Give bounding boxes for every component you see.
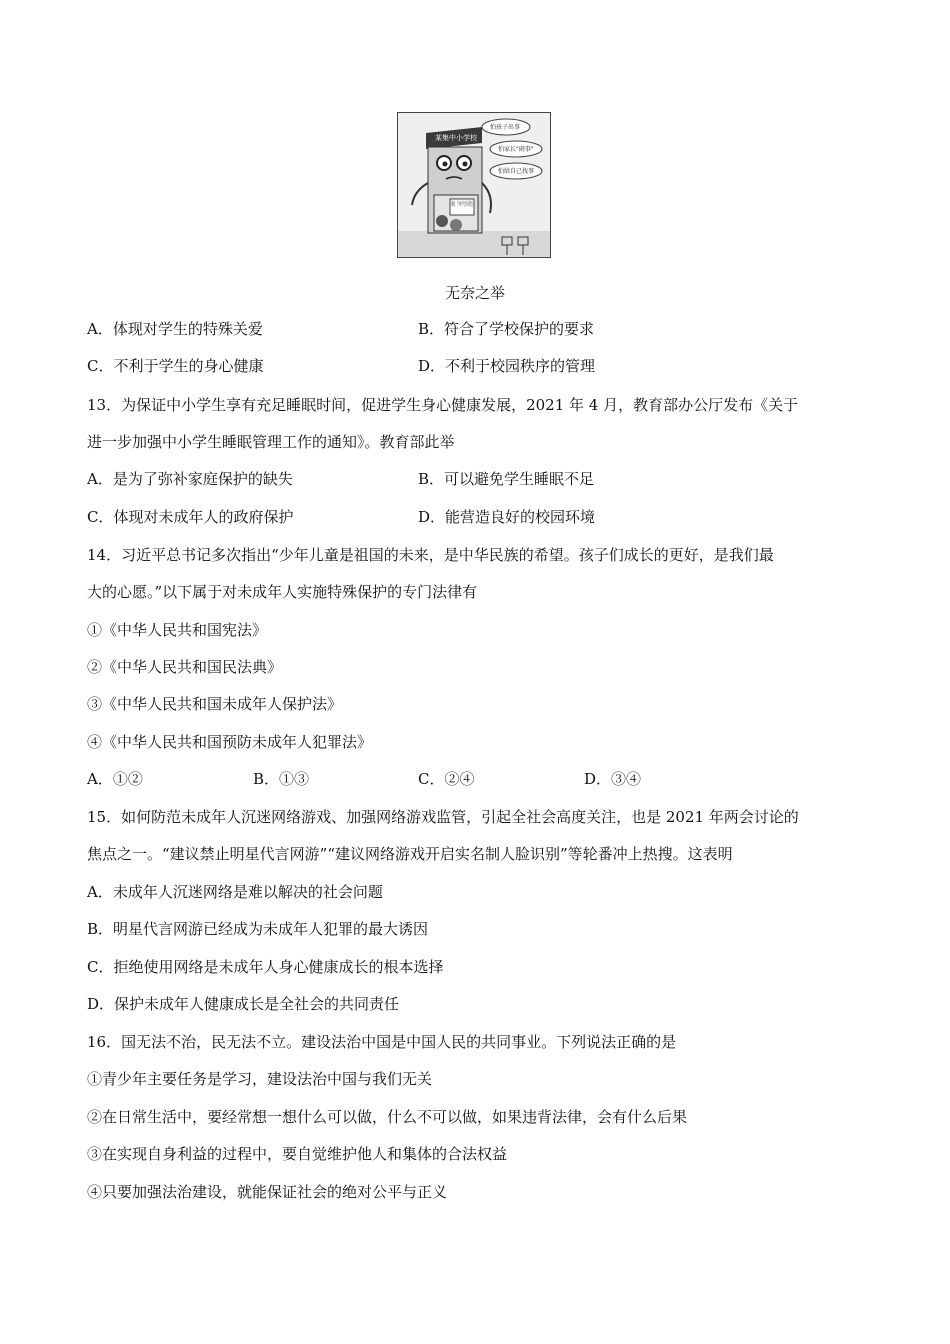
q12-option-a: A．体现对学生的特殊关爱 [87, 320, 263, 338]
bubble-text-1: 怕孩子出事 [490, 124, 521, 131]
q15-option-c: C．拒绝使用网络是未成年人身心健康成长的根本选择 [87, 958, 444, 976]
building-sign-text: 某集中小学校 [435, 134, 477, 142]
q13-option-b: B．可以避免学生睡眠不足 [418, 470, 595, 488]
q14-item-2: ②《中华人民共和国民法典》 [87, 658, 283, 676]
q16-item-3: ③在实现自身利益的过程中，要自觉维护他人和集体的合法权益 [87, 1145, 508, 1163]
cartoon-illustration [397, 112, 551, 258]
q15-stem-line-2: 焦点之一。“建议禁止明星代言网游”“建议网络游戏开启实名制人脸识别”等轮番冲上热搜。这表明 [87, 845, 733, 863]
figure-caption: 无奈之举 [444, 284, 505, 302]
q16-item-1: ①青少年主要任务是学习，建设法治中国与我们无关 [87, 1070, 433, 1088]
q15-option-a: A．未成年人沉迷网络是难以解决的社会问题 [87, 883, 383, 901]
q14-option-d: D．③④ [584, 770, 642, 788]
q15-option-d: D．保护未成年人健康成长是全社会的共同责任 [87, 995, 400, 1013]
cartoon-drawing [398, 113, 550, 257]
q16-item-2: ②在日常生活中，要经常想一想什么可以做，什么不可以做，如果违背法律，会有什么后果 [87, 1108, 688, 1126]
q13-stem-line-2: 进一步加强中小学生睡眠管理工作的通知》。教育部此举 [87, 433, 455, 451]
q14-item-3: ③《中华人民共和国未成年人保护法》 [87, 695, 343, 713]
bubble-text-3: 怕给自己找事 [498, 168, 535, 175]
q12-option-d: D．不利于校园秩序的管理 [418, 357, 596, 375]
q14-option-a: A．①② [87, 770, 143, 788]
q12-option-c: C．不利于学生的身心健康 [87, 357, 264, 375]
q14-option-c: C．②④ [418, 770, 475, 788]
q13-stem-line-1: 13．为保证中小学生享有充足睡眠时间，促进学生身心健康发展，2021 年 4 月，教育部办公厅发布《关于 [87, 396, 799, 414]
q13-option-a: A．是为了弥补家庭保护的缺失 [87, 470, 293, 488]
q14-item-4: ④《中华人民共和国预防未成年人犯罪法》 [87, 733, 373, 751]
q16-item-4: ④只要加强法治建设，就能保证社会的绝对公平与正义 [87, 1183, 448, 1201]
q16-stem: 16．国无法不治，民无法不立。建设法治中国是中国人民的共同事业。下列说法正确的是 [87, 1033, 677, 1051]
q15-stem-line-1: 15．如何防范未成年人沉迷网络游戏、加强网络游戏监管，引起全社会高度关注，也是 2021 年两会讨论的 [87, 808, 799, 826]
bubble-text-2: 怕家长"闹事" [498, 146, 534, 153]
q14-option-b: B．①③ [253, 770, 310, 788]
q12-option-b: B．符合了学校保护的要求 [418, 320, 595, 338]
q13-option-d: D．能营造良好的校园环境 [418, 508, 596, 526]
q14-stem-line-2: 大的心愿。”以下属于对未成年人实施特殊保护的专门法律有 [87, 583, 478, 601]
q14-stem-line-1: 14．习近平总书记多次指出“少年儿童是祖国的未来，是中华民族的希望。孩子们成长的更好，是我们最 [87, 546, 774, 564]
q14-item-1: ①《中华人民共和国宪法》 [87, 621, 268, 639]
notice-text [451, 200, 473, 208]
q13-option-c: C．体现对未成年人的政府保护 [87, 508, 294, 526]
q15-option-b: B．明星代言网游已经成为未成年人犯罪的最大诱因 [87, 920, 429, 938]
